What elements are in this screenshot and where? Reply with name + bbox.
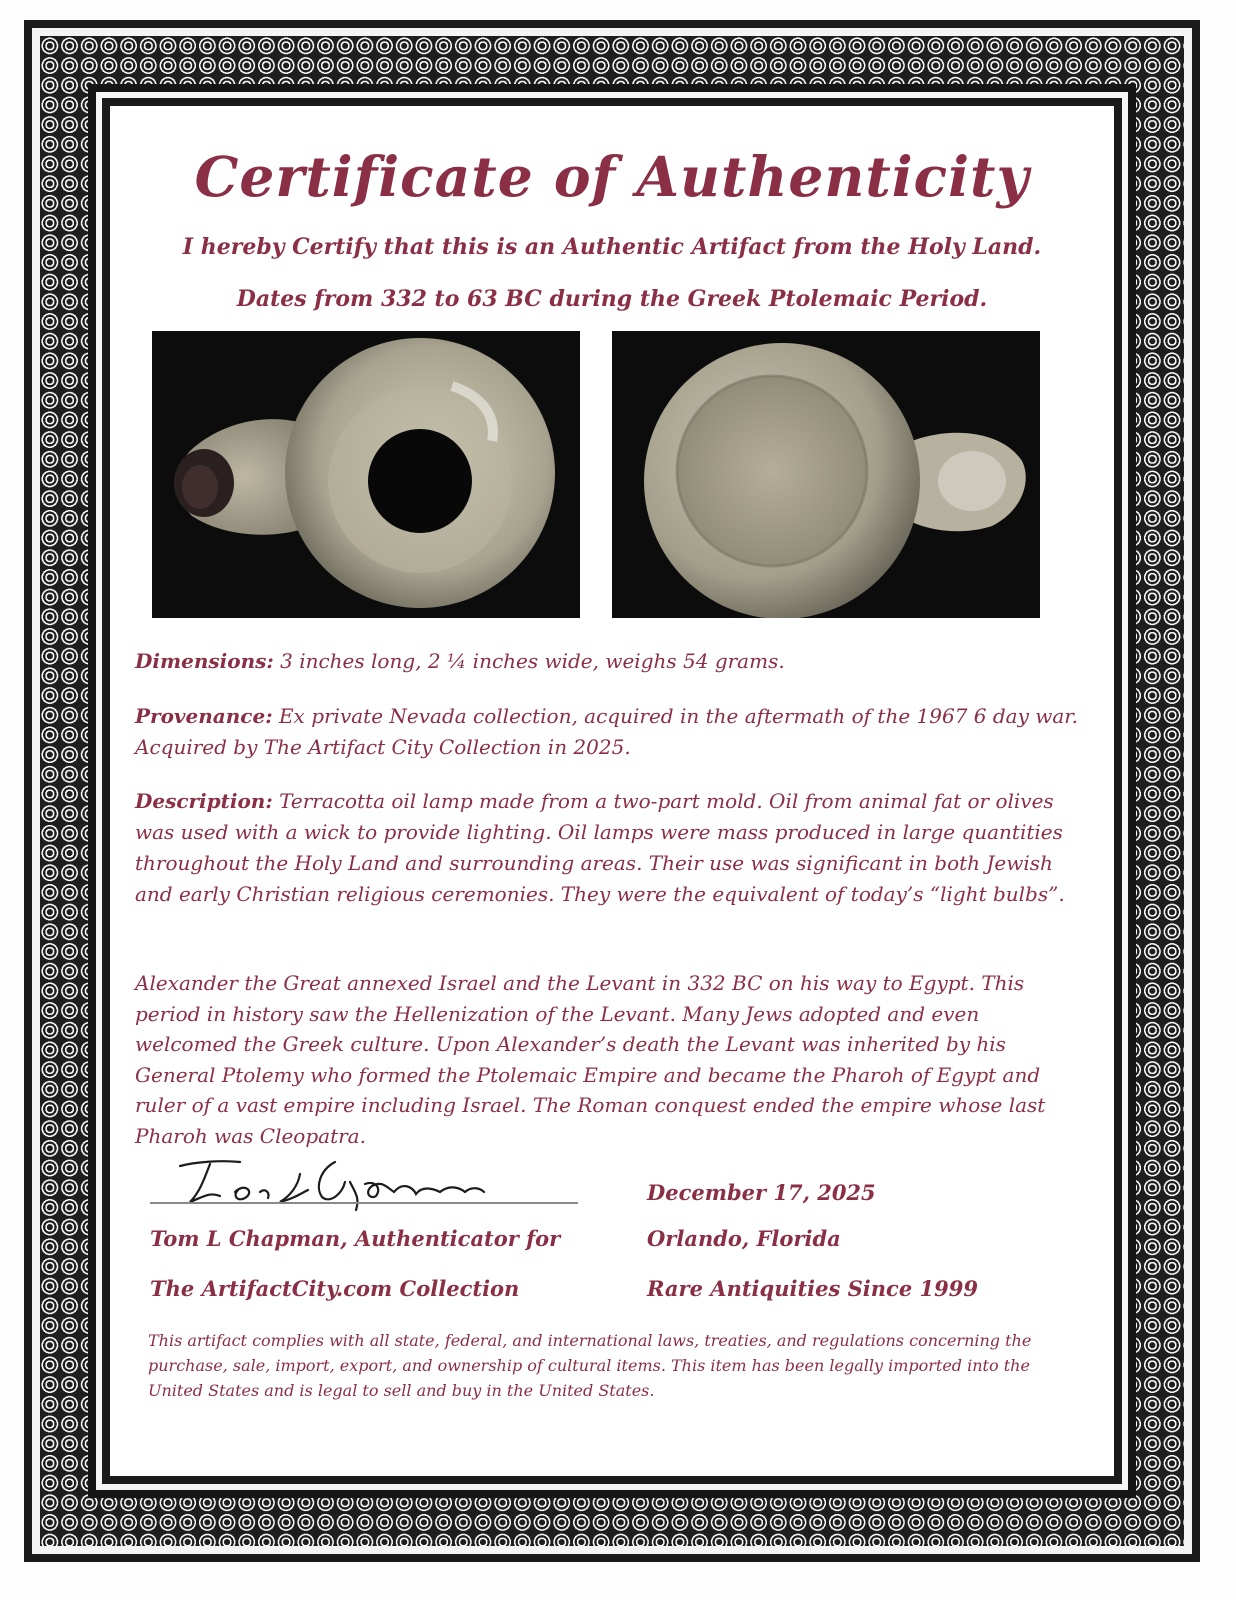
description-label: Description: [135,789,273,813]
oil-lamp-bottom-photo [612,331,1040,618]
certificate-content [110,106,1114,1476]
provenance-paragraph [135,701,1085,763]
history-paragraph: Alexander the Great annexed Israel and the Levant in 332 BC on his way to Egypt. This period in history saw the Hellenization of the Levant. Many Jews adopted and even welcomed the Greek culture. Upon Alexander’s death the Levant was inherited by his General Ptolemy who formed the Ptolemaic Empire and became the Pharoh of Egypt and ruler of a vast empire including Israel. The Roman conquest ended the empire whose last Pharoh was Cleopatra. [135,971,1046,1148]
tagline: Rare Antiquities Since 1999 [647,1276,978,1301]
oil-lamp-bottom-illustration [612,331,1040,618]
description-text: Terracotta oil lamp made from a two-part mold. Oil from animal fat or olives was used with a wick to provide lighting. Oil lamps were mass produced in large quantities throughout the Holy Land and surrounding areas. Their use was significant in both Jewish and early Christian religious ceremonies. They were the equivalent of today’s “light bulbs”. [135,789,1065,906]
oil-lamp-top-photo [152,331,580,618]
certificate-title: Certificate of Authenticity [194,144,1030,209]
provenance-label: Provenance: [135,704,273,728]
authenticator-name: Tom L Chapman, Authenticator for [150,1226,561,1251]
oil-lamp-top-illustration [152,331,580,618]
signature-line [150,1202,578,1204]
provenance-text: Ex private Nevada collection, acquired in the aftermath of the 1967 6 day war. Acquired by The Artifact City Collection in 2025. [135,704,1079,759]
dimensions-text: 3 inches long, 2 ¼ inches wide, weighs 54 grams. [273,649,785,673]
dimensions-paragraph [135,646,1085,677]
certify-statement: I hereby Certify that this is an Authentic Artifact from the Holy Land. [182,234,1042,260]
description-paragraph [135,786,1085,910]
issue-date: December 17, 2025 [647,1180,876,1205]
dimensions-label: Dimensions: [135,649,274,673]
issue-place: Orlando, Florida [647,1226,841,1251]
collection-name: The ArtifactCity.com Collection [150,1276,520,1301]
legal-notice: This artifact complies with all state, federal, and international laws, treaties, and regulations concerning the purchase, sale, import, export, and ownership of cultural items. This item has been legally imported into the United States and is legal to sell and buy in the United States. [148,1331,1032,1400]
dating-statement: Dates from 332 to 63 BC during the Greek Ptolemaic Period. [236,286,988,312]
